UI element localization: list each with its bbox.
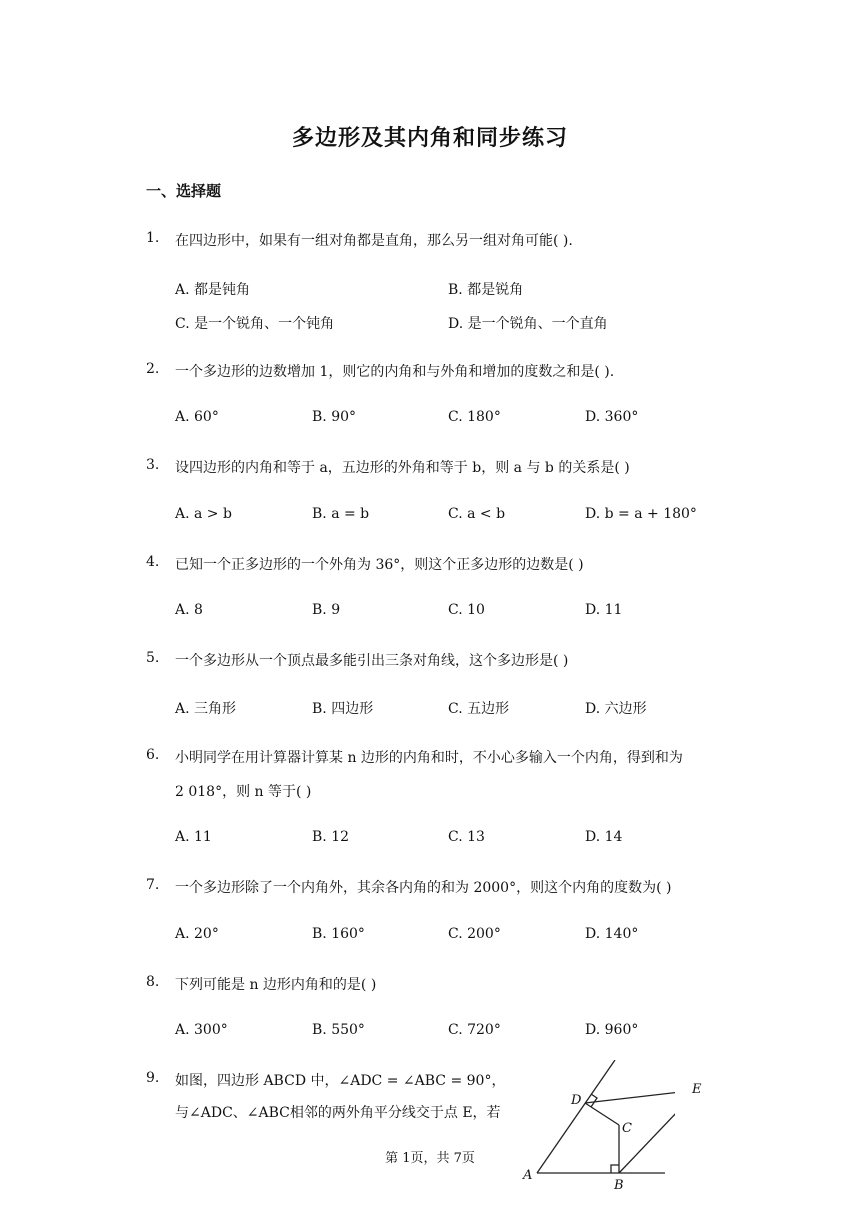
option-d: D. 11 bbox=[585, 602, 623, 618]
option-c: C. 10 bbox=[448, 602, 485, 618]
option-b: B. 都是锐角 bbox=[448, 282, 524, 298]
segment-dc bbox=[585, 1103, 619, 1125]
page-title: 多边形及其内角和同步练习 bbox=[291, 126, 568, 151]
label-c: C bbox=[622, 1121, 632, 1136]
question-text: 小明同学在用计算器计算某 n 边形的内角和时，不小心多输入一个内角，得到和为 bbox=[175, 750, 683, 766]
option-a: A. 都是钝角 bbox=[175, 282, 251, 298]
option-a: A. 60° bbox=[175, 409, 219, 425]
question-text: 在四边形中，如果有一组对角都是直角，那么另一组对角可能( ). bbox=[175, 233, 573, 249]
option-c: C. 200° bbox=[448, 926, 501, 942]
question-text: 已知一个正多边形的一个外角为 36°，则这个正多边形的边数是( ) bbox=[175, 557, 584, 573]
question-text: 一个多边形除了一个内角外，其余各内角的和为 2000°，则这个内角的度数为( ) bbox=[175, 880, 672, 896]
option-a: A. 300° bbox=[175, 1022, 228, 1038]
option-b: B. 160° bbox=[312, 926, 365, 942]
option-c: C. 五边形 bbox=[448, 701, 510, 717]
label-b: B bbox=[614, 1178, 624, 1190]
option-a: A. 11 bbox=[175, 829, 212, 845]
option-c: C. 720° bbox=[448, 1022, 501, 1038]
question-text: 一个多边形的边数增加 1，则它的内角和与外角和增加的度数之和是( ). bbox=[175, 364, 615, 380]
label-e-holder bbox=[690, 1075, 720, 1105]
section-heading: 一、选择题 bbox=[146, 182, 222, 200]
question-text: 设四边形的内角和等于 a，五边形的外角和等于 b，则 a 与 b 的关系是( ) bbox=[175, 460, 630, 476]
question-text: 一个多边形从一个顶点最多能引出三条对角线，这个多边形是( ) bbox=[175, 653, 569, 669]
question-number: 5. bbox=[146, 650, 160, 666]
question-number: 7. bbox=[146, 877, 160, 893]
question-number: 1. bbox=[146, 230, 160, 246]
option-b: B. 12 bbox=[312, 829, 350, 845]
option-d: D. 是一个锐角、一个直角 bbox=[448, 316, 608, 332]
right-angle-mark-d bbox=[591, 1094, 597, 1107]
option-a: A. 8 bbox=[175, 602, 203, 618]
question-text-continued: 2 018°，则 n 等于( ) bbox=[175, 784, 312, 800]
question-text: 下列可能是 n 边形内角和的是( ) bbox=[175, 977, 377, 993]
option-a: A. a > b bbox=[175, 506, 232, 522]
option-d: D. 360° bbox=[585, 409, 639, 425]
option-d: D. 140° bbox=[585, 926, 639, 942]
page-footer: 第 1页，共 7页 bbox=[385, 1151, 475, 1166]
label-a: A bbox=[523, 1168, 533, 1183]
option-c: C. 13 bbox=[448, 829, 485, 845]
option-c: C. 是一个锐角、一个钝角 bbox=[175, 316, 335, 332]
option-b: B. 90° bbox=[312, 409, 357, 425]
option-a: A. 20° bbox=[175, 926, 219, 942]
question-number: 3. bbox=[146, 457, 160, 473]
question-number: 4. bbox=[146, 554, 160, 570]
question-text-continued: 与∠ADC、∠ABC相邻的两外角平分线交于点 E，若 bbox=[175, 1105, 501, 1121]
option-d: D. b = a + 180° bbox=[585, 506, 697, 522]
option-a: A. 三角形 bbox=[175, 701, 237, 717]
option-d: D. 14 bbox=[585, 829, 623, 845]
option-d: D. 960° bbox=[585, 1022, 639, 1038]
question-number: 2. bbox=[146, 361, 160, 377]
question-text: 如图，四边形 ABCD 中，∠ADC = ∠ABC = 90°， bbox=[175, 1073, 506, 1089]
question-number: 8. bbox=[146, 974, 160, 990]
option-b: B. 四边形 bbox=[312, 701, 374, 717]
label-e: E bbox=[692, 1082, 702, 1097]
segment-de bbox=[585, 1090, 675, 1103]
label-d: D bbox=[571, 1093, 582, 1108]
option-c: C. 180° bbox=[448, 409, 501, 425]
option-b: B. a = b bbox=[312, 506, 370, 522]
right-angle-mark-b bbox=[611, 1165, 619, 1173]
option-b: B. 550° bbox=[312, 1022, 365, 1038]
question-number: 6. bbox=[146, 747, 160, 763]
option-d: D. 六边形 bbox=[585, 701, 647, 717]
question-number: 9. bbox=[146, 1070, 160, 1086]
option-b: B. 9 bbox=[312, 602, 341, 618]
quadrilateral-figure bbox=[515, 1060, 675, 1190]
option-c: C. a < b bbox=[448, 506, 506, 522]
